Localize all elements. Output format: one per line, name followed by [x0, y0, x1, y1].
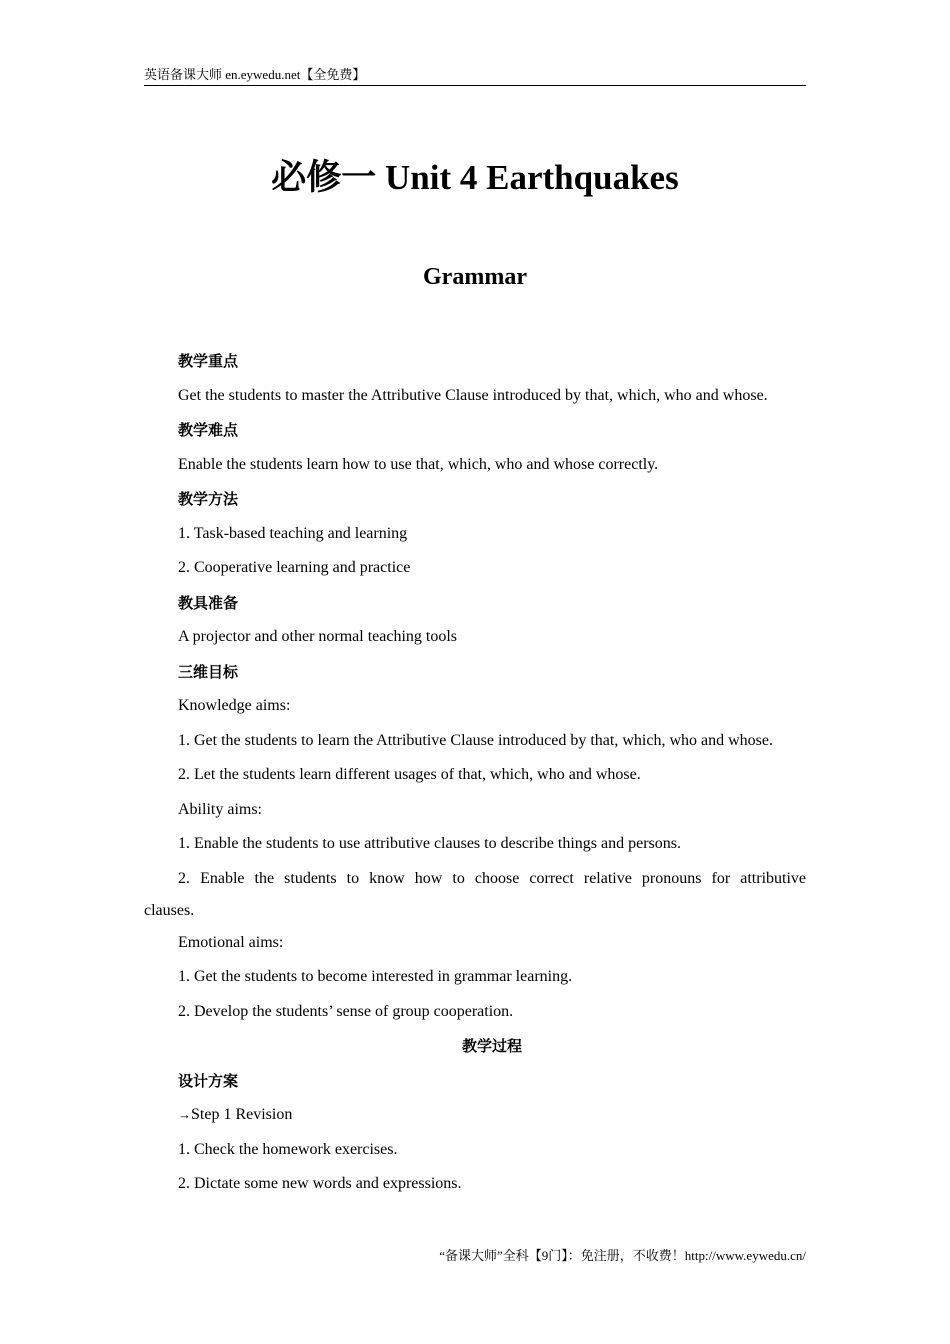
ability-aim-item: 2. Enable the students to know how to choose correct relative pronouns for attributive: [178, 869, 806, 887]
emotional-aim-item: 1. Get the students to become interested in grammar learning.: [178, 968, 573, 985]
method-item: 2. Cooperative learning and practice: [178, 559, 411, 576]
knowledge-aims-label: Knowledge aims:: [178, 697, 291, 714]
emotional-aims-label: Emotional aims:: [178, 933, 284, 951]
tools-heading: 教具准备: [178, 593, 239, 612]
page-footer: “备课大师”全科【9门】：免注册，不收费！http://www.eywedu.cn/: [439, 1248, 806, 1263]
aims-heading: 三维目标: [178, 662, 239, 681]
ability-aim-item-continued: clauses.: [144, 901, 195, 919]
step-1-title: [144, 1098, 806, 1133]
emotional-aim-item: 2. Develop the students’ sense of group cooperation.: [178, 1002, 514, 1020]
process-heading: 教学过程: [461, 1037, 522, 1055]
difficulty-heading: 教学难点: [178, 421, 239, 439]
ability-aims-label: Ability aims:: [178, 800, 262, 818]
focus-text: Get the students to master the Attributive Clause introduced by that, which, who and whose.: [178, 386, 768, 404]
document-subtitle: Grammar: [423, 264, 527, 290]
document-title: 必修一 Unit 4 Earthquakes: [271, 158, 679, 197]
arrow-icon: →: [178, 1107, 191, 1122]
page-header: 英语备课大师 en.eywedu.net【全免费】: [144, 66, 806, 86]
difficulty-text: Enable the students learn how to use that, which, who and whose correctly.: [178, 455, 659, 473]
step-1-item: 2. Dictate some new words and expressions.: [178, 1175, 462, 1192]
knowledge-aim-item: 2. Let the students learn different usages of that, which, who and whose.: [178, 766, 641, 783]
tools-text: A projector and other normal teaching tools: [178, 628, 458, 645]
step-1-item: 1. Check the homework exercises.: [178, 1140, 398, 1158]
step-1-label: Step 1 Revision: [191, 1106, 293, 1123]
document-body: [144, 344, 806, 1202]
ability-aim-item: 1. Enable the students to use attributive clauses to describe things and persons.: [178, 835, 681, 852]
method-item: 1. Task-based teaching and learning: [178, 524, 408, 542]
knowledge-aim-item: 1. Get the students to learn the Attributive Clause introduced by that, which, who and whose.: [178, 731, 773, 749]
focus-heading: 教学重点: [178, 352, 239, 370]
methods-heading: 教学方法: [178, 490, 239, 508]
design-heading: 设计方案: [178, 1071, 239, 1090]
